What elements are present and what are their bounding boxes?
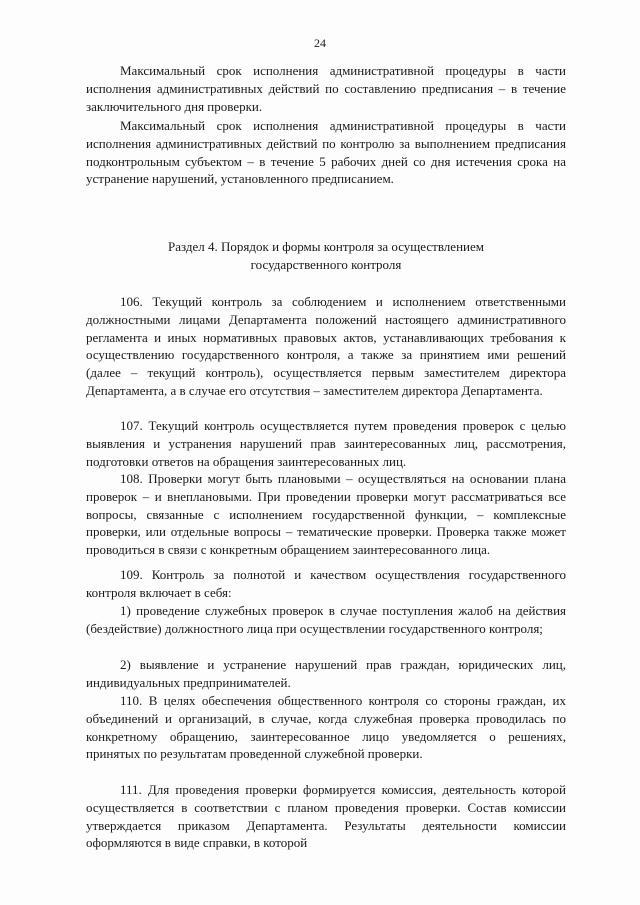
paragraph-max-term-control: Максимальный срок исполнения административной процедуры в части исполнения административных действий по контролю за выполнением предписания подконтрольным субъектом – в течение 5 рабочих дней со дня истечения срока на устранение нарушений, установленного предписанием. [86,118,566,187]
paragraph-109-item-2: 2) выявление и устранение нарушений прав граждан, юридических лиц, индивидуальных предпринимателей. [86,657,566,690]
section-heading-line-2: государственного контроля [250,257,402,272]
section-heading [86,238,566,274]
page-number: 24 [314,36,326,50]
paragraph-110: 110. В целях обеспечения общественного контроля со стороны граждан, их объединений и организаций, в случае, когда служебная проверка проводилась по конкретному обращению, заинтересованное лицо уведомляется о решениях, принятых по результатам проведенной служебной проверки. [86,693,566,762]
paragraph-107: 107. Текущий контроль осуществляется путем проведения проверок с целью выявления и устранения нарушений прав заинтересованных лиц, рассмотрения, подготовки ответов на обращения заинтересованных лиц. [86,418,566,469]
section-heading-line-1: Раздел 4. Порядок и формы контроля за осуществлением [168,239,484,254]
paragraph-109-item-1: 1) проведение служебных проверок в случае поступления жалоб на действия (бездействие) должностного лица при осуществлении государственного контроля; [86,603,566,636]
paragraph-109: 109. Контроль за полнотой и качеством осуществления государственного контроля включает в себя: [86,567,566,600]
paragraph-111: 111. Для проведения проверки формируется комиссия, деятельность которой осуществляется в соответствии с планом проведения проверки. Состав комиссии утверждается приказом Департамента. Результаты деятельности комиссии оформляются в виде справки, в которой [86,782,566,851]
paragraph-max-term-prescription: Максимальный срок исполнения административной процедуры в части исполнения административных действий по составлению предписания – в течение заключительного дня проверки. [86,63,566,114]
paragraph-106: 106. Текущий контроль за соблюдением и исполнением ответственными должностными лицами Департамента положений настоящего административного регламента и иных нормативных правовых актов, устанавливающих требования к осуществлению государственного контроля, а также за принятием ими решений (далее – текущий контроль), осуществляется первым заместителем директора Департамента, а в случае его отсутствия – заместителем директора Департамента. [86,294,566,398]
paragraph-108: 108. Проверки могут быть плановыми – осуществляться на основании плана проверок – и внеплановыми. При проведении проверки могут рассматриваться все вопросы, связанные с исполнением государственной функции, – комплексные проверки, или отдельные вопросы – тематические проверки. Проверка также может проводиться в связи с конкретным обращением заинтересованного лица. [86,471,566,558]
